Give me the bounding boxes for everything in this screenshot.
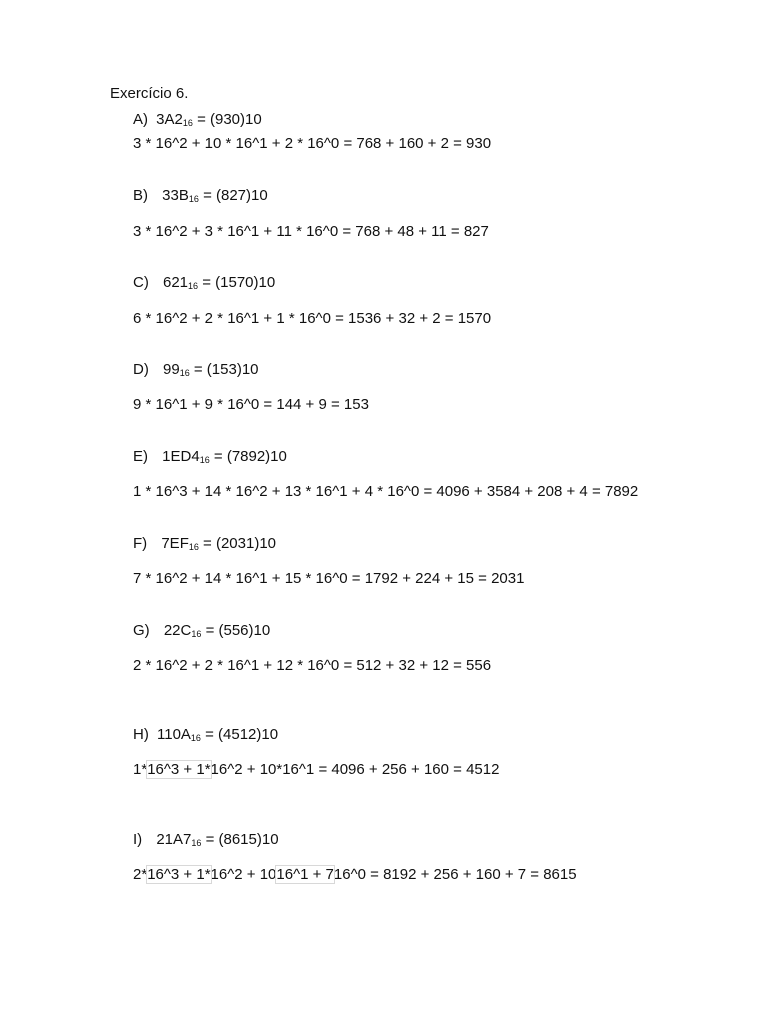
exercise-letter: F) <box>133 535 148 552</box>
exercise-e-heading <box>133 448 287 469</box>
calc-part: 1* <box>133 761 148 778</box>
exercise-letter: B) <box>133 187 148 204</box>
base-subscript: 16 <box>179 368 190 378</box>
base-subscript: 16 <box>182 118 193 128</box>
exercise-g-calculation: 2 * 16^2 + 2 * 16^1 + 12 * 16^0 = 512 + 32 + 12 = 556 <box>133 657 492 674</box>
decimal-result: = (827)10 <box>203 187 268 204</box>
exercise-a-calculation: 3 * 16^2 + 10 * 16^1 + 2 * 16^0 = 768 + 160 + 2 = 930 <box>133 135 492 152</box>
base-subscript: 16 <box>190 733 201 743</box>
exercise-a-heading <box>133 111 262 132</box>
hex-value: 110A <box>157 726 191 743</box>
exercise-e-calculation: 1 * 16^3 + 14 * 16^2 + 13 * 16^1 + 4 * 16^0 = 4096 + 3584 + 208 + 4 = 7892 <box>133 483 639 500</box>
hex-value: 621 <box>163 274 189 291</box>
decimal-result: = (1570)10 <box>202 274 276 291</box>
decimal-result: = (4512)10 <box>205 726 279 743</box>
hex-value: 33B <box>162 187 189 204</box>
base-subscript: 16 <box>199 455 210 465</box>
hex-value: 99 <box>163 361 180 378</box>
exercise-f-calculation: 7 * 16^2 + 14 * 16^1 + 15 * 16^0 = 1792 + 224 + 15 = 2031 <box>133 570 525 587</box>
base-subscript: 16 <box>191 838 202 848</box>
decimal-result: = (930)10 <box>197 111 262 128</box>
exercise-letter: D) <box>133 361 149 378</box>
exercise-c-calculation: 6 * 16^2 + 2 * 16^1 + 1 * 16^0 = 1536 + 32 + 2 = 1570 <box>133 310 492 327</box>
hex-value: 1ED4 <box>162 448 200 465</box>
decimal-result: = (7892)10 <box>213 448 287 465</box>
exercise-d-heading <box>133 361 259 382</box>
exercise-letter: I) <box>133 831 143 848</box>
exercise-letter: E) <box>133 448 148 465</box>
base-subscript: 16 <box>191 629 202 639</box>
hex-value: 7EF <box>161 535 189 552</box>
exercise-i-heading <box>133 831 279 852</box>
calc-part: 16^2 + 10 <box>210 866 277 883</box>
decimal-result: = (2031)10 <box>203 535 277 552</box>
base-subscript: 16 <box>188 281 199 291</box>
comment-highlight: 16^3 + 1* <box>147 761 211 778</box>
exercise-b-heading <box>133 187 268 208</box>
exercise-f-heading <box>133 535 276 556</box>
exercise-h-calculation <box>133 761 499 779</box>
exercise-letter: A) <box>133 111 148 128</box>
base-subscript: 16 <box>188 542 199 552</box>
comment-highlight: 16^1 + 7 <box>276 866 334 883</box>
decimal-result: = (8615)10 <box>205 831 279 848</box>
base-subscript: 16 <box>188 194 199 204</box>
exercise-i-calculation <box>133 866 577 884</box>
calc-part: 16^0 = 8192 + 256 + 160 + 7 = 8615 <box>333 866 577 883</box>
calc-part: 16^2 + 10*16^1 = 4096 + 256 + 160 = 4512 <box>210 761 500 778</box>
comment-highlight: 16^3 + 1* <box>147 866 211 883</box>
hex-value: 21A7 <box>156 831 192 848</box>
exercise-letter: H) <box>133 726 149 743</box>
exercise-letter: G) <box>133 622 150 639</box>
hex-value: 22C <box>163 622 192 639</box>
exercise-h-heading <box>133 726 278 747</box>
exercise-c-heading <box>133 274 275 295</box>
exercise-b-calculation: 3 * 16^2 + 3 * 16^1 + 11 * 16^0 = 768 + 48 + 11 = 827 <box>133 223 489 240</box>
exercise-title: Exercício 6. <box>110 85 189 102</box>
exercise-d-calculation: 9 * 16^1 + 9 * 16^0 = 144 + 9 = 153 <box>133 396 369 413</box>
hex-value: 3A2 <box>156 111 183 128</box>
decimal-result: = (556)10 <box>205 622 271 639</box>
decimal-result: = (153)10 <box>193 361 259 378</box>
calc-part: 2* <box>133 866 148 883</box>
exercise-letter: C) <box>133 274 149 291</box>
exercise-g-heading <box>133 622 270 643</box>
